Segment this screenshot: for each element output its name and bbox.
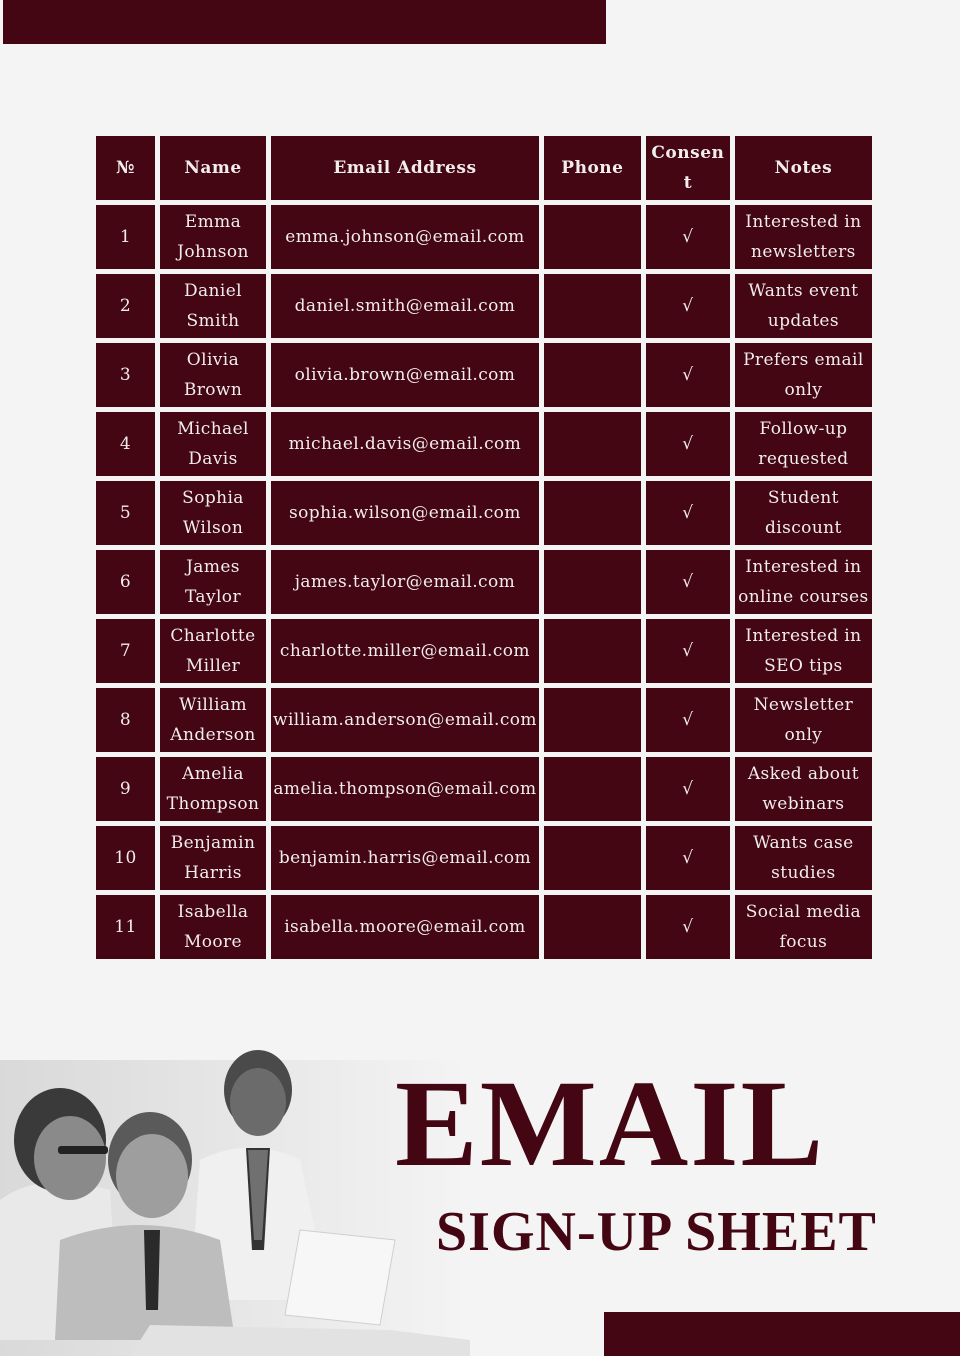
table-row bbox=[96, 274, 872, 338]
row-phone bbox=[544, 688, 641, 752]
row-consent-check: √ bbox=[646, 826, 730, 890]
bottom-accent-bar bbox=[604, 1312, 960, 1356]
row-consent-check: √ bbox=[646, 757, 730, 821]
page-title: EMAIL bbox=[395, 1055, 826, 1192]
header-name: Name bbox=[160, 136, 266, 200]
row-name: Daniel Smith bbox=[160, 274, 266, 338]
row-consent-check: √ bbox=[646, 619, 730, 683]
row-notes: Wants event updates bbox=[735, 274, 872, 338]
row-email: amelia.thompson@email.com bbox=[271, 757, 539, 821]
row-email: charlotte.miller@email.com bbox=[271, 619, 539, 683]
row-number: 2 bbox=[96, 274, 155, 338]
row-consent-check: √ bbox=[646, 343, 730, 407]
table-row bbox=[96, 343, 872, 407]
header-phone: Phone bbox=[544, 136, 641, 200]
row-number: 3 bbox=[96, 343, 155, 407]
table-header-row bbox=[96, 136, 872, 200]
table-row bbox=[96, 757, 872, 821]
row-notes: Social media focus bbox=[735, 895, 872, 959]
header-email: Email Address bbox=[271, 136, 539, 200]
header-notes: Notes bbox=[735, 136, 872, 200]
row-notes: Interested in SEO tips bbox=[735, 619, 872, 683]
row-number: 4 bbox=[96, 412, 155, 476]
row-phone bbox=[544, 205, 641, 269]
row-notes: Student discount bbox=[735, 481, 872, 545]
row-number: 7 bbox=[96, 619, 155, 683]
row-consent-check: √ bbox=[646, 550, 730, 614]
row-number: 6 bbox=[96, 550, 155, 614]
header-consent: Consen t bbox=[646, 136, 730, 200]
row-email: olivia.brown@email.com bbox=[271, 343, 539, 407]
row-email: james.taylor@email.com bbox=[271, 550, 539, 614]
table-row bbox=[96, 619, 872, 683]
row-name: Amelia Thompson bbox=[160, 757, 266, 821]
row-name: Charlotte Miller bbox=[160, 619, 266, 683]
row-email: daniel.smith@email.com bbox=[271, 274, 539, 338]
signup-table bbox=[91, 131, 877, 964]
row-phone bbox=[544, 274, 641, 338]
row-notes: Interested in newsletters bbox=[735, 205, 872, 269]
row-name: Michael Davis bbox=[160, 412, 266, 476]
table-row bbox=[96, 412, 872, 476]
table-row bbox=[96, 895, 872, 959]
row-name: Sophia Wilson bbox=[160, 481, 266, 545]
row-number: 5 bbox=[96, 481, 155, 545]
row-name: Benjamin Harris bbox=[160, 826, 266, 890]
page-subtitle: SIGN-UP SHEET bbox=[436, 1201, 877, 1263]
row-email: michael.davis@email.com bbox=[271, 412, 539, 476]
row-consent-check: √ bbox=[646, 274, 730, 338]
row-notes: Wants case studies bbox=[735, 826, 872, 890]
row-notes: Follow-up requested bbox=[735, 412, 872, 476]
row-name: Isabella Moore bbox=[160, 895, 266, 959]
row-number: 10 bbox=[96, 826, 155, 890]
row-notes: Interested in online courses bbox=[735, 550, 872, 614]
row-phone bbox=[544, 895, 641, 959]
row-consent-check: √ bbox=[646, 895, 730, 959]
table-row bbox=[96, 826, 872, 890]
table-row bbox=[96, 481, 872, 545]
row-notes: Prefers email only bbox=[735, 343, 872, 407]
row-phone bbox=[544, 550, 641, 614]
row-name: Olivia Brown bbox=[160, 343, 266, 407]
table-row bbox=[96, 205, 872, 269]
row-email: isabella.moore@email.com bbox=[271, 895, 539, 959]
row-number: 9 bbox=[96, 757, 155, 821]
top-accent-bar bbox=[3, 0, 606, 44]
row-consent-check: √ bbox=[646, 205, 730, 269]
row-number: 11 bbox=[96, 895, 155, 959]
row-email: emma.johnson@email.com bbox=[271, 205, 539, 269]
row-notes: Asked about webinars bbox=[735, 757, 872, 821]
row-notes: Newsletter only bbox=[735, 688, 872, 752]
row-name: James Taylor bbox=[160, 550, 266, 614]
row-consent-check: √ bbox=[646, 412, 730, 476]
row-phone bbox=[544, 412, 641, 476]
row-consent-check: √ bbox=[646, 481, 730, 545]
row-number: 1 bbox=[96, 205, 155, 269]
row-phone bbox=[544, 757, 641, 821]
row-phone bbox=[544, 343, 641, 407]
row-email: benjamin.harris@email.com bbox=[271, 826, 539, 890]
table-row bbox=[96, 550, 872, 614]
row-number: 8 bbox=[96, 688, 155, 752]
header-number: № bbox=[96, 136, 155, 200]
row-name: William Anderson bbox=[160, 688, 266, 752]
row-email: sophia.wilson@email.com bbox=[271, 481, 539, 545]
row-consent-check: √ bbox=[646, 688, 730, 752]
row-name: Emma Johnson bbox=[160, 205, 266, 269]
row-phone bbox=[544, 481, 641, 545]
row-phone bbox=[544, 826, 641, 890]
row-email: william.anderson@email.com bbox=[271, 688, 539, 752]
table-row bbox=[96, 688, 872, 752]
row-phone bbox=[544, 619, 641, 683]
